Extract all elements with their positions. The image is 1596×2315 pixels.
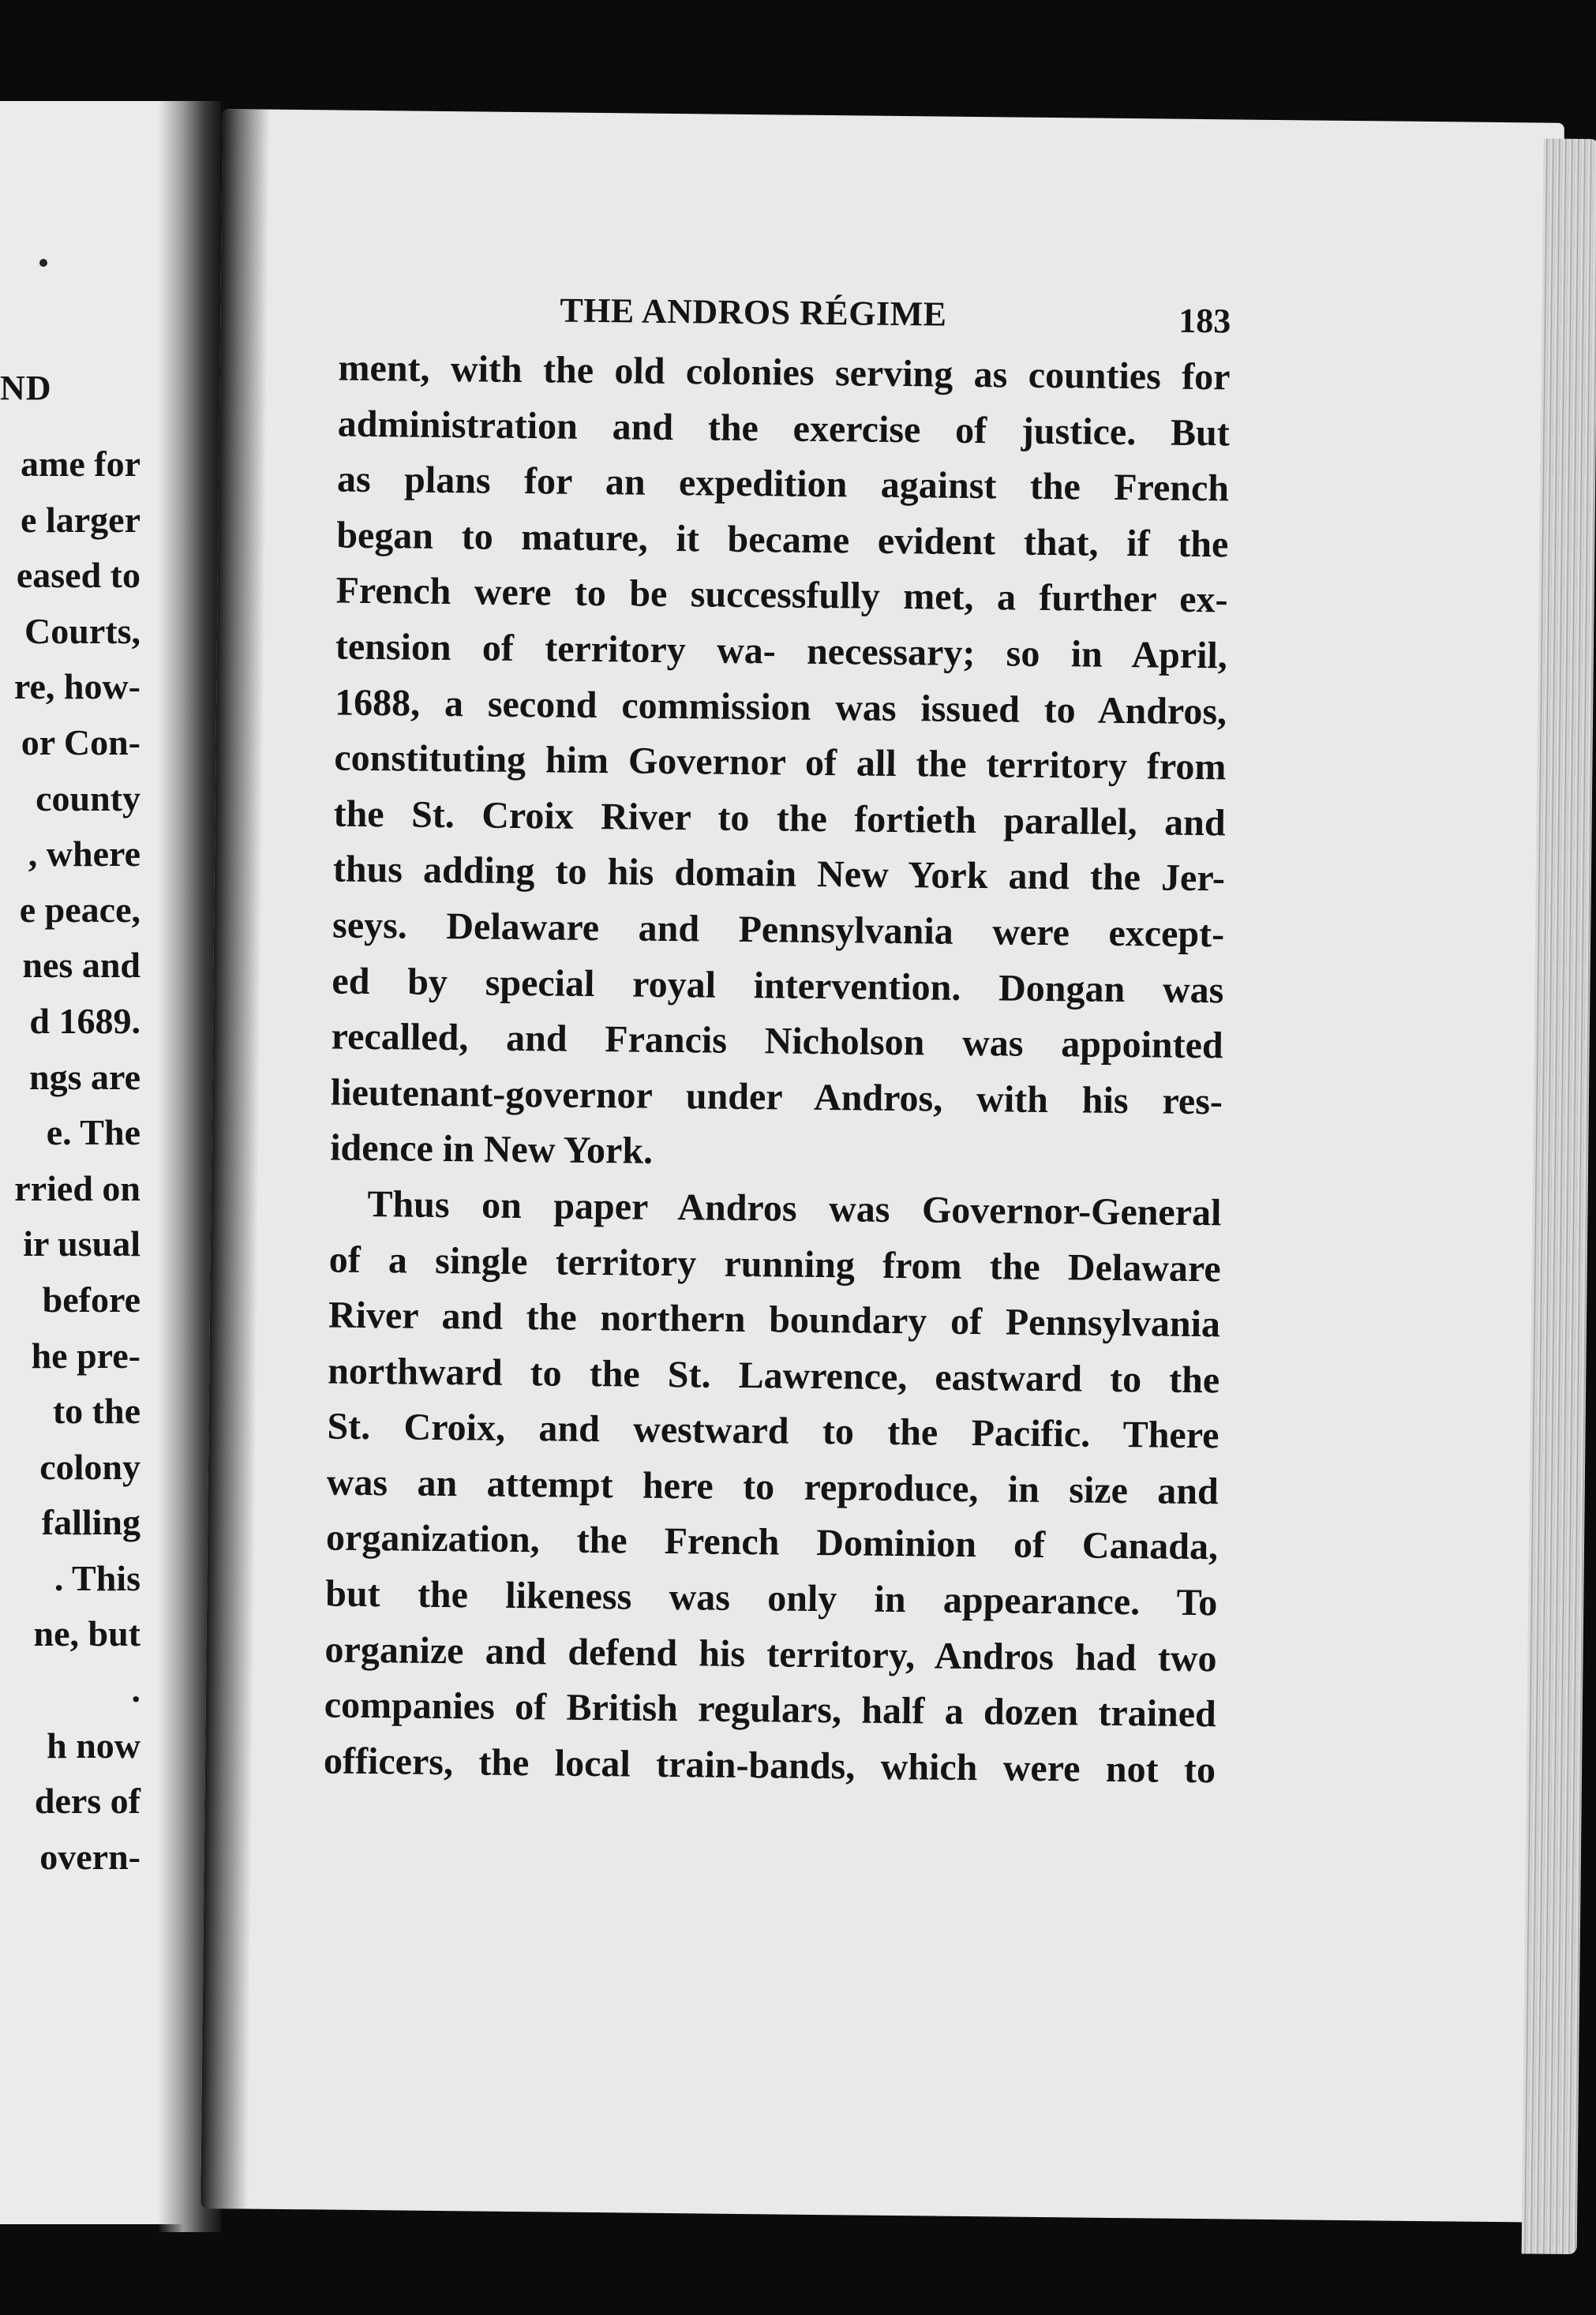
left-text-line: nes and [22,945,140,986]
text-line: River and the northern boundary of Pennsylvania [328,1294,1221,1346]
left-text-line: rried on [14,1167,140,1208]
text-line: seys. Delaware and Pennsylvania were except- [332,904,1225,956]
text-line: ed by special royal intervention. Dongan was [332,960,1224,1011]
left-text-line: ne, but [33,1613,140,1654]
text-line: was an attempt here to reproduce, in size and [326,1461,1219,1513]
left-text-line: d 1689. [29,1000,140,1041]
text-line: thus adding to his domain New York and the Jer- [332,848,1226,900]
text-line: recalled, and Francis Nicholson was appointed [331,1015,1223,1067]
left-text-line: colony [39,1446,140,1487]
left-text-line: ir usual [23,1223,140,1264]
left-text-line: h now [47,1725,140,1766]
left-text-line: e. The [46,1112,140,1153]
left-text-line: ngs are [29,1056,140,1097]
page-edges [1522,139,1596,2255]
left-text-line: re, how- [13,666,140,707]
text-line: began to mature, it became evident that, if the [336,514,1229,566]
text-line: companies of British regulars, half a dozen trained [324,1684,1217,1736]
left-text-line: . [131,1669,140,1710]
body-text [324,341,1231,1799]
left-text-line: , where [28,833,140,875]
text-line: but the likeness was only in appearance. To [325,1572,1218,1624]
left-text-line: overn- [39,1836,140,1877]
ink-dot [39,259,47,267]
left-text-line: county [36,777,140,818]
text-line: tension of territory wa- necessary; so in April, [335,625,1228,677]
page-number: 183 [1178,301,1231,341]
left-text-line: Courts, [24,610,140,651]
text-line: idence in New York. [329,1126,654,1173]
text-line: officers, the local train-bands, which were not to [323,1740,1216,1792]
left-text-line: falling [41,1502,140,1543]
running-head: THE ANDROS RÉGIME [560,290,947,334]
text-line: organization, the French Dominion of Canada, [325,1516,1219,1568]
left-text-line: to the [52,1391,140,1432]
left-text-line: ders of [34,1781,140,1822]
left-text-line: e larger [21,499,140,540]
text-line: St. Croix, and westward to the Pacific. There [327,1405,1219,1457]
left-text-line: eased to [16,555,140,596]
text-line: French were to be successfully met, a further ex- [335,569,1228,621]
text-line: ment, with the old colonies serving as counties for [338,347,1231,399]
text-line: organize and defend his territory, Andros had two [324,1628,1217,1680]
left-text-line: ame for [21,444,140,484]
text-line: as plans for an expedition against the French [336,458,1230,510]
paragraph [324,1176,1222,1798]
left-text-column [14,436,140,1885]
left-text-line: he pre- [31,1335,140,1376]
left-text-line: or Con- [21,721,140,762]
text-line: Thus on paper Andros was Governor-General [367,1182,1222,1234]
right-page [200,109,1564,2223]
left-text-line: . This [54,1557,140,1598]
paragraph [330,341,1231,1186]
text-line: lieutenant-governor under Andros, with his res- [330,1071,1223,1123]
text-line: of a single territory running from the Delaware [328,1238,1221,1290]
left-text-line: e peace, [19,889,140,930]
left-text-line: before [42,1279,140,1320]
left-running-head: ND [0,369,52,407]
text-line: the St. Croix River to the fortieth parallel, and [333,792,1226,845]
text-line: constituting him Governor of all the territory from [334,736,1227,789]
text-line: 1688, a second commission was issued to Andros, [334,681,1227,732]
text-line: administration and the exercise of justice. But [337,403,1231,454]
text-line: northward to the St. Lawrence, eastward to the [327,1350,1220,1402]
